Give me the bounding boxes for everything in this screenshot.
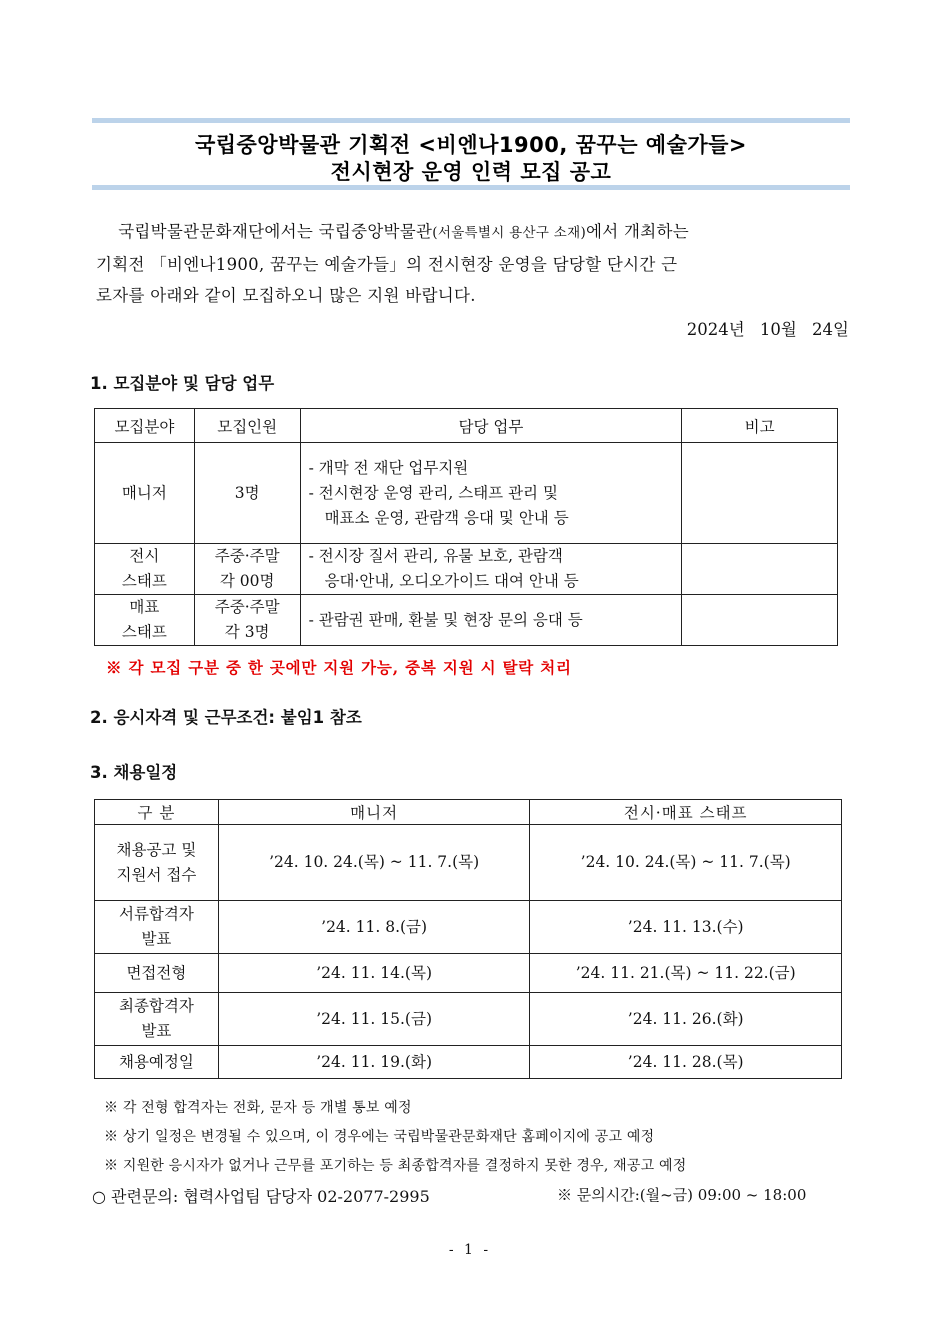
- count-line: 각 3명: [224, 623, 270, 641]
- cell-duties: [300, 443, 682, 544]
- contact-main: ○ 관련문의: 협력사업팀 담당자 02-2077-2995: [92, 1187, 430, 1206]
- cell-manager-date: ’24. 11. 15.(금): [218, 993, 530, 1046]
- duty-line: 응대·안내, 오디오가이드 대여 안내 등: [324, 572, 579, 590]
- title-rule-bottom: [92, 185, 850, 190]
- title-rule-top: [92, 118, 850, 123]
- section-1-heading: 1. 모집분야 및 담당 업무: [90, 374, 275, 393]
- intro-text-1c: 에서 개최하는: [586, 222, 689, 241]
- cell-count: [194, 544, 300, 595]
- table-header-row: [95, 409, 838, 443]
- intro-paragraph: [96, 216, 844, 311]
- schedule-table: [94, 799, 842, 1079]
- cell-duties: [300, 595, 682, 646]
- cell-manager-date: ’24. 11. 19.(화): [218, 1046, 530, 1079]
- cell-stage: [95, 825, 219, 901]
- cell-staff-date: ’24. 10. 24.(목) ~ 11. 7.(목): [530, 825, 842, 901]
- note-line: ※ 각 전형 합격자는 전화, 문자 등 개별 통보 예정: [104, 1100, 412, 1116]
- table-header-row: [95, 800, 842, 825]
- cell-stage: 채용예정일: [95, 1046, 219, 1079]
- title-block: [92, 118, 850, 190]
- header-manager: 매니저: [218, 800, 530, 825]
- stage-line: 지원서 접수: [116, 865, 197, 884]
- table-row: [95, 954, 842, 993]
- schedule-notes: [104, 1094, 686, 1181]
- cell-duties: [300, 544, 682, 595]
- duplicate-application-warning: ※ 각 모집 구분 중 한 곳에만 지원 가능, 중복 지원 시 탈락 처리: [106, 658, 572, 677]
- duty-line: - 관람권 판매, 환불 및 현장 문의 응대 등: [308, 610, 583, 629]
- count-line: 각 00명: [219, 572, 275, 590]
- section-3-heading: 3. 채용일정: [90, 763, 178, 782]
- cell-field: [95, 595, 195, 646]
- field-line: 스태프: [121, 623, 167, 641]
- section-2-heading: 2. 응시자격 및 근무조건: 붙임1 참조: [90, 708, 362, 727]
- cell-stage: 면접전형: [95, 954, 219, 993]
- header-field: 모집분야: [95, 409, 195, 443]
- table-row: [95, 825, 842, 901]
- duty-line: 매표소 운영, 관람객 응대 및 안내 등: [324, 508, 569, 527]
- intro-text-1b: (서울특별시 용산구 소재): [432, 225, 587, 241]
- duty-line: - 전시장 질서 관리, 유물 보호, 관람객: [308, 547, 563, 565]
- table-row: [95, 1046, 842, 1079]
- field-line: 매표: [129, 598, 160, 616]
- field-line: 스태프: [121, 572, 167, 590]
- header-note: 비고: [682, 409, 838, 443]
- note-line: ※ 지원한 응시자가 없거나 근무를 포기하는 등 최종합격자를 결정하지 못한 경우, 재공고 예정: [104, 1158, 687, 1174]
- cell-staff-date: ’24. 11. 28.(목): [530, 1046, 842, 1079]
- intro-line-2: 기획전 「비엔나1900, 꿈꾸는 예술가들」의 전시현장 운영을 담당할 단시간 근: [96, 255, 678, 274]
- stage-line: 채용공고 및: [116, 840, 197, 859]
- table-row: [95, 901, 842, 954]
- count-line: 주중·주말: [214, 598, 280, 616]
- cell-note: [682, 595, 838, 646]
- cell-manager-date: ’24. 11. 8.(금): [218, 901, 530, 954]
- cell-stage: [95, 993, 219, 1046]
- table-row: [95, 544, 838, 595]
- note-line: ※ 상기 일정은 변경될 수 있으며, 이 경우에는 국립박물관문화재단 홈페이지에 공고 예정: [104, 1129, 655, 1145]
- intro-line-3: 로자를 아래와 같이 모집하오니 많은 지원 바랍니다.: [96, 286, 476, 305]
- cell-count: [194, 595, 300, 646]
- title-line-1: 국립중앙박물관 기획전 <비엔나1900, 꿈꾸는 예술가들>: [194, 133, 748, 157]
- cell-staff-date: ’24. 11. 21.(목) ~ 11. 22.(금): [530, 954, 842, 993]
- intro-line-1: [96, 216, 844, 249]
- header-duties: 담당 업무: [300, 409, 682, 443]
- cell-field: [95, 544, 195, 595]
- stage-line: 서류합격자: [118, 905, 194, 923]
- intro-text-1a: 국립박물관문화재단에서는 국립중앙박물관: [118, 222, 433, 241]
- table-row: [95, 595, 838, 646]
- table-row: [95, 443, 838, 544]
- title-line-2: 전시현장 운영 인력 모집 공고: [330, 160, 612, 184]
- cell-manager-date: ’24. 10. 24.(목) ~ 11. 7.(목): [218, 825, 530, 901]
- notice-date: 2024년 10월 24일: [686, 320, 849, 339]
- cell-field: 매니저: [95, 443, 195, 544]
- duty-line: - 전시현장 운영 관리, 스태프 관리 및: [308, 483, 558, 502]
- stage-line: 최종합격자: [118, 997, 194, 1015]
- cell-stage: [95, 901, 219, 954]
- cell-count: 3명: [194, 443, 300, 544]
- recruitment-table: [94, 408, 838, 646]
- contact-hours: ※ 문의시간:(월~금) 09:00 ~ 18:00: [557, 1186, 807, 1204]
- table-row: [95, 993, 842, 1046]
- count-line: 주중·주말: [214, 547, 280, 565]
- page-number: - 1 -: [448, 1242, 492, 1258]
- header-staff: 전시·매표 스태프: [530, 800, 842, 825]
- header-count: 모집인원: [194, 409, 300, 443]
- cell-staff-date: ’24. 11. 13.(수): [530, 901, 842, 954]
- field-line: 전시: [129, 547, 160, 565]
- contact-info: [92, 1184, 852, 1207]
- cell-note: [682, 544, 838, 595]
- cell-manager-date: ’24. 11. 14.(목): [218, 954, 530, 993]
- cell-staff-date: ’24. 11. 26.(화): [530, 993, 842, 1046]
- duty-line: - 개막 전 재단 업무지원: [308, 458, 469, 477]
- header-category: 구 분: [95, 800, 219, 825]
- stage-line: 발표: [141, 930, 172, 948]
- cell-note: [682, 443, 838, 544]
- stage-line: 발표: [141, 1022, 172, 1040]
